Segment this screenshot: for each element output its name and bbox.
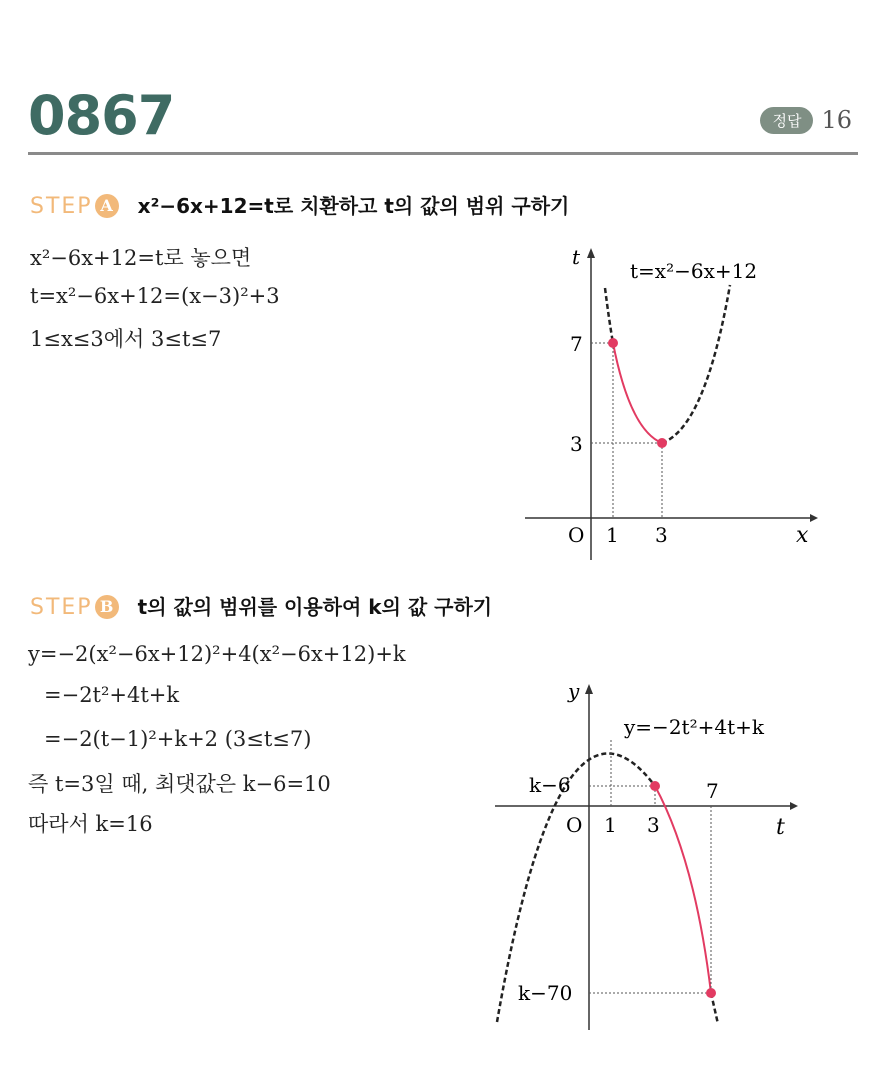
graph-a-x-arrow	[810, 514, 818, 522]
step-b-line-2: =−2t²+4t+k	[44, 683, 180, 707]
graph-a-xtick-3: 3	[655, 523, 668, 547]
graph-a-highlight-segment	[613, 343, 662, 443]
graph-a-curve-label: t=x²−6x+12	[630, 259, 758, 283]
step-b-label: STEP	[30, 595, 93, 620]
graph-a-origin: O	[568, 523, 585, 547]
graph-b-curve-label: y=−2t²+4t+k	[624, 715, 764, 739]
step-b-line-4: 즉 t=3일 때, 최댓값은 k−6=10	[28, 772, 331, 796]
step-a-label: STEP	[30, 194, 93, 219]
graph-a-y-label: t	[572, 245, 581, 269]
step-b-badge: B	[95, 595, 119, 619]
graph-b-x-label: t	[776, 815, 785, 840]
graph-a-ytick-3: 3	[570, 432, 583, 456]
step-b-line-1: y=−2(x²−6x+12)²+4(x²−6x+12)+k	[28, 642, 406, 666]
graph-b-xtick-1: 1	[604, 813, 617, 837]
step-b-line-5: 따라서 k=16	[28, 812, 153, 836]
step-a-line-3: 1≤x≤3에서 3≤t≤7	[30, 327, 222, 351]
graph-a-xtick-1: 1	[606, 523, 619, 547]
graph-a-x-label: x	[796, 523, 809, 548]
step-b-heading	[30, 591, 492, 620]
graph-a-point-top	[608, 338, 618, 348]
step-a-badge: A	[95, 194, 119, 218]
graph-a-ytick-7: 7	[570, 332, 583, 356]
step-a-line-2: t=x²−6x+12=(x−3)²+3	[30, 284, 280, 308]
graph-a-y-arrow	[587, 248, 595, 258]
graph-a-point-bottom	[657, 438, 667, 448]
graph-b-ytick-k6: k−6	[529, 773, 571, 797]
step-a-line-1: x²−6x+12=t로 놓으면	[30, 246, 252, 270]
answer-value: 16	[821, 106, 852, 134]
graph-a-curve-right	[662, 285, 730, 443]
step-a-title: x²−6x+12=t로 치환하고 t의 값의 범위 구하기	[137, 194, 570, 218]
step-b-line-3: =−2(t−1)²+k+2 (3≤t≤7)	[44, 727, 312, 751]
answer-badge: 정답	[760, 107, 813, 134]
graph-b-y-label: y	[568, 679, 580, 703]
graph-b-origin: O	[566, 813, 583, 837]
graph-b-xtick-7: 7	[706, 779, 719, 803]
graph-a-curve-left	[605, 288, 613, 343]
problem-number: 0867	[28, 84, 175, 147]
step-b-title: t의 값의 범위를 이용하여 k의 값 구하기	[137, 595, 493, 619]
graph-b-xtick-3: 3	[647, 813, 660, 837]
graph-b-ytick-k70: k−70	[518, 981, 573, 1005]
